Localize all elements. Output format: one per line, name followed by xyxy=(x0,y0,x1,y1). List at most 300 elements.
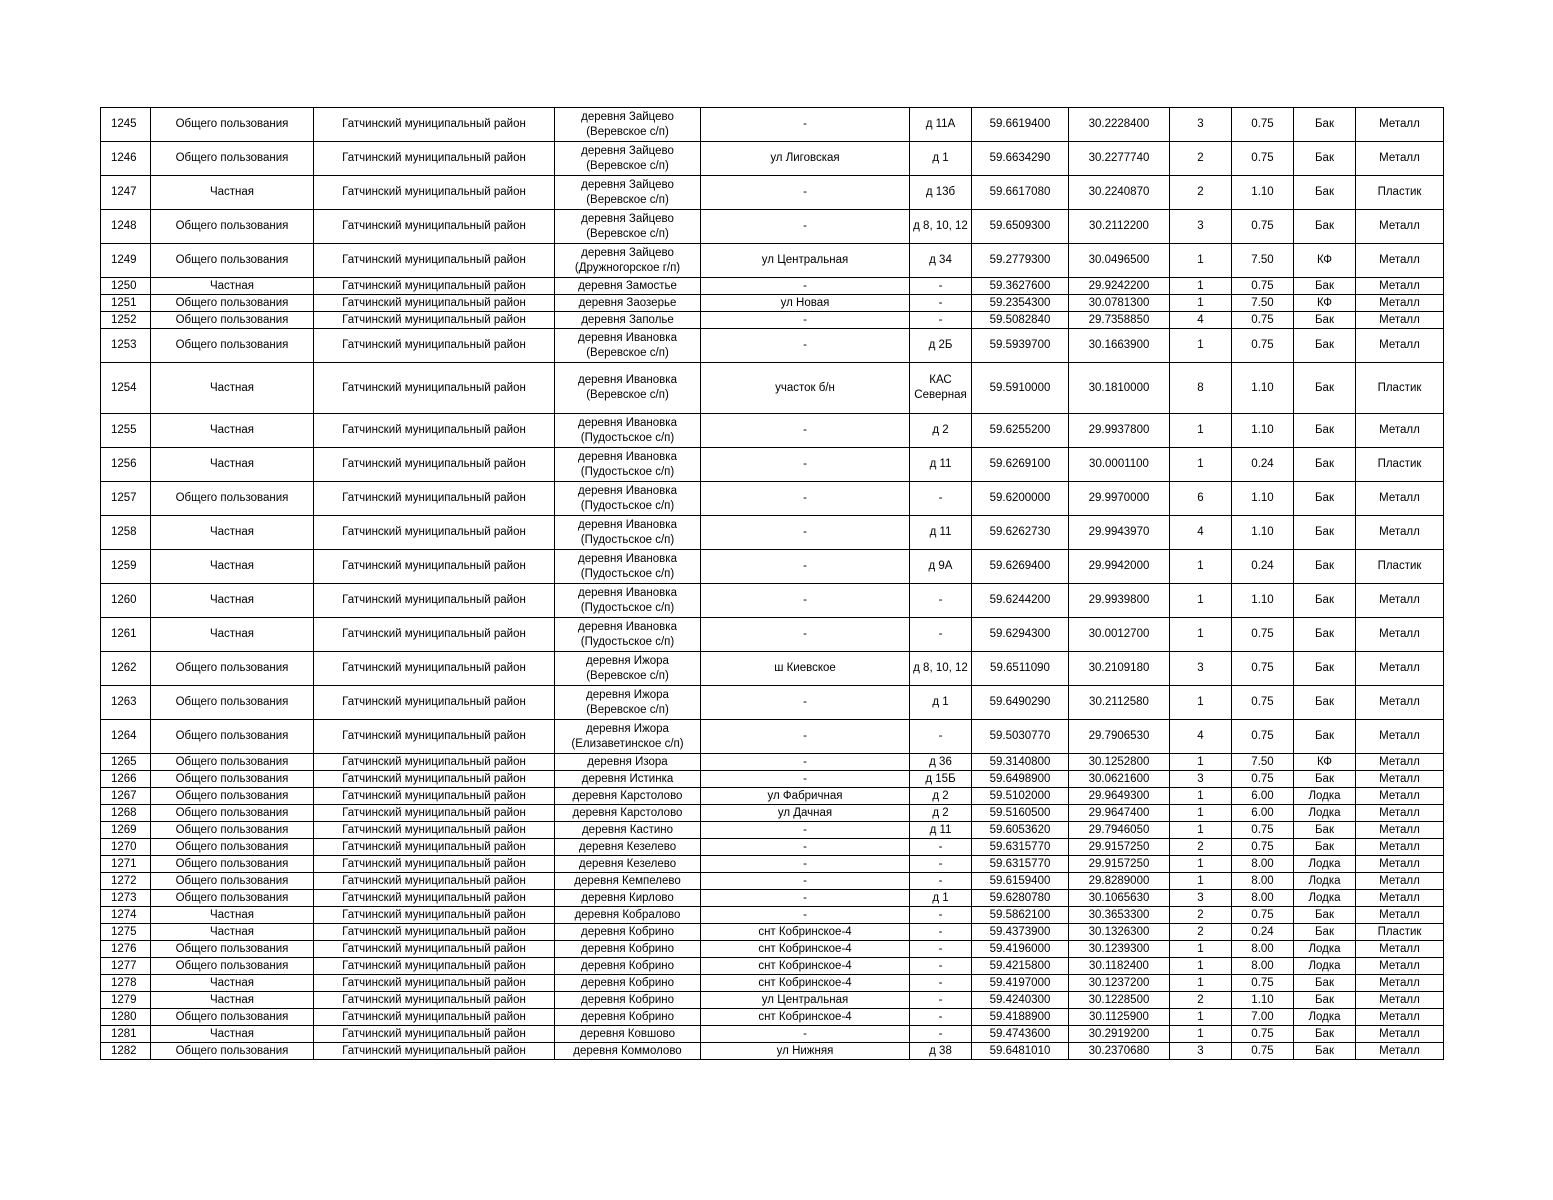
cell-district: Гатчинский муниципальный район xyxy=(314,941,555,958)
cell-district: Гатчинский муниципальный район xyxy=(314,295,555,312)
cell-house: - xyxy=(910,873,972,890)
cell-settlement: деревня Заполье xyxy=(555,312,701,329)
cell-longitude: 29.7906530 xyxy=(1069,720,1170,754)
cell-ownership: Частная xyxy=(151,924,314,941)
table-row xyxy=(101,210,1444,244)
cell-house: д 11А xyxy=(910,108,972,142)
cell-latitude: 59.6280780 xyxy=(972,890,1069,907)
cell-district: Гатчинский муниципальный район xyxy=(314,244,555,278)
cell-count: 1 xyxy=(1170,584,1232,618)
cell-longitude: 29.9157250 xyxy=(1069,856,1170,873)
cell-street: - xyxy=(701,771,910,788)
cell-volume: 1.10 xyxy=(1232,414,1294,448)
cell-id: 1270 xyxy=(101,839,151,856)
cell-count: 1 xyxy=(1170,244,1232,278)
cell-street: - xyxy=(701,618,910,652)
cell-container-type: Бак xyxy=(1294,720,1356,754)
table-row xyxy=(101,142,1444,176)
cell-longitude: 30.1125900 xyxy=(1069,1009,1170,1026)
cell-volume: 7.50 xyxy=(1232,754,1294,771)
cell-longitude: 29.9970000 xyxy=(1069,482,1170,516)
table-row xyxy=(101,516,1444,550)
cell-count: 1 xyxy=(1170,754,1232,771)
cell-id: 1259 xyxy=(101,550,151,584)
cell-ownership: Общего пользования xyxy=(151,839,314,856)
cell-volume: 0.75 xyxy=(1232,1026,1294,1043)
table-row xyxy=(101,890,1444,907)
cell-longitude: 30.2228400 xyxy=(1069,108,1170,142)
cell-ownership: Общего пользования xyxy=(151,482,314,516)
cell-street: снт Кобринское-4 xyxy=(701,975,910,992)
cell-street: снт Кобринское-4 xyxy=(701,1009,910,1026)
cell-longitude: 29.9157250 xyxy=(1069,839,1170,856)
cell-settlement: деревня Ивановка (Пудостьское с/п) xyxy=(555,516,701,550)
cell-count: 1 xyxy=(1170,414,1232,448)
cell-district: Гатчинский муниципальный район xyxy=(314,142,555,176)
cell-longitude: 30.0621600 xyxy=(1069,771,1170,788)
cell-house: - xyxy=(910,312,972,329)
cell-container-type: Бак xyxy=(1294,584,1356,618)
cell-count: 1 xyxy=(1170,975,1232,992)
cell-container-type: Бак xyxy=(1294,550,1356,584)
cell-count: 4 xyxy=(1170,516,1232,550)
cell-ownership: Частная xyxy=(151,278,314,295)
cell-container-type: Бак xyxy=(1294,686,1356,720)
cell-latitude: 59.5102000 xyxy=(972,788,1069,805)
cell-street: - xyxy=(701,176,910,210)
cell-house: д 1 xyxy=(910,142,972,176)
cell-latitude: 59.3627600 xyxy=(972,278,1069,295)
cell-container-type: Лодка xyxy=(1294,890,1356,907)
cell-longitude: 30.2370680 xyxy=(1069,1043,1170,1060)
cell-district: Гатчинский муниципальный район xyxy=(314,652,555,686)
cell-latitude: 59.5030770 xyxy=(972,720,1069,754)
cell-settlement: деревня Зайцево (Веревское с/п) xyxy=(555,210,701,244)
cell-house: д 9А xyxy=(910,550,972,584)
cell-count: 3 xyxy=(1170,652,1232,686)
cell-id: 1261 xyxy=(101,618,151,652)
table-row xyxy=(101,754,1444,771)
cell-latitude: 59.6262730 xyxy=(972,516,1069,550)
cell-latitude: 59.4215800 xyxy=(972,958,1069,975)
cell-ownership: Общего пользования xyxy=(151,805,314,822)
cell-settlement: деревня Ижора (Веревское с/п) xyxy=(555,652,701,686)
cell-ownership: Общего пользования xyxy=(151,652,314,686)
cell-district: Гатчинский муниципальный район xyxy=(314,482,555,516)
cell-street: - xyxy=(701,720,910,754)
cell-id: 1256 xyxy=(101,448,151,482)
cell-street: - xyxy=(701,312,910,329)
cell-district: Гатчинский муниципальный район xyxy=(314,788,555,805)
cell-district: Гатчинский муниципальный район xyxy=(314,312,555,329)
cell-longitude: 30.0496500 xyxy=(1069,244,1170,278)
cell-ownership: Общего пользования xyxy=(151,686,314,720)
cell-volume: 0.75 xyxy=(1232,720,1294,754)
cell-material: Металл xyxy=(1356,754,1444,771)
cell-count: 1 xyxy=(1170,550,1232,584)
cell-container-type: Лодка xyxy=(1294,941,1356,958)
cell-count: 4 xyxy=(1170,720,1232,754)
cell-house: д 8, 10, 12 xyxy=(910,210,972,244)
cell-latitude: 59.6200000 xyxy=(972,482,1069,516)
cell-count: 3 xyxy=(1170,890,1232,907)
cell-house: д 38 xyxy=(910,1043,972,1060)
cell-count: 3 xyxy=(1170,210,1232,244)
cell-street: ш Киевское xyxy=(701,652,910,686)
cell-longitude: 30.2240870 xyxy=(1069,176,1170,210)
cell-house: - xyxy=(910,839,972,856)
cell-id: 1258 xyxy=(101,516,151,550)
cell-longitude: 30.1326300 xyxy=(1069,924,1170,941)
cell-id: 1263 xyxy=(101,686,151,720)
cell-count: 1 xyxy=(1170,448,1232,482)
cell-longitude: 30.1252800 xyxy=(1069,754,1170,771)
cell-material: Металл xyxy=(1356,805,1444,822)
cell-longitude: 30.1182400 xyxy=(1069,958,1170,975)
cell-settlement: деревня Кирлово xyxy=(555,890,701,907)
cell-district: Гатчинский муниципальный район xyxy=(314,873,555,890)
cell-container-type: Бак xyxy=(1294,482,1356,516)
cell-volume: 0.75 xyxy=(1232,108,1294,142)
cell-count: 1 xyxy=(1170,278,1232,295)
cell-settlement: деревня Коммолово xyxy=(555,1043,701,1060)
cell-volume: 1.10 xyxy=(1232,992,1294,1009)
cell-house: - xyxy=(910,295,972,312)
cell-count: 1 xyxy=(1170,686,1232,720)
cell-container-type: Лодка xyxy=(1294,958,1356,975)
cell-id: 1268 xyxy=(101,805,151,822)
cell-settlement: деревня Ивановка (Пудостьское с/п) xyxy=(555,482,701,516)
cell-material: Металл xyxy=(1356,771,1444,788)
cell-settlement: деревня Замостье xyxy=(555,278,701,295)
table-row xyxy=(101,856,1444,873)
cell-count: 1 xyxy=(1170,958,1232,975)
cell-material: Металл xyxy=(1356,975,1444,992)
cell-street: - xyxy=(701,108,910,142)
cell-settlement: деревня Кобрино xyxy=(555,992,701,1009)
cell-district: Гатчинский муниципальный район xyxy=(314,992,555,1009)
table-row xyxy=(101,550,1444,584)
table-row xyxy=(101,448,1444,482)
cell-longitude: 30.1239300 xyxy=(1069,941,1170,958)
cell-longitude: 30.1065630 xyxy=(1069,890,1170,907)
cell-settlement: деревня Заозерье xyxy=(555,295,701,312)
data-table xyxy=(100,107,1444,1060)
table-row xyxy=(101,1009,1444,1026)
table-body xyxy=(101,108,1444,1060)
cell-container-type: Бак xyxy=(1294,822,1356,839)
cell-material: Металл xyxy=(1356,295,1444,312)
cell-volume: 0.75 xyxy=(1232,312,1294,329)
table-row xyxy=(101,414,1444,448)
cell-id: 1245 xyxy=(101,108,151,142)
cell-volume: 0.75 xyxy=(1232,686,1294,720)
cell-material: Металл xyxy=(1356,720,1444,754)
cell-ownership: Общего пользования xyxy=(151,856,314,873)
cell-district: Гатчинский муниципальный район xyxy=(314,363,555,414)
cell-count: 8 xyxy=(1170,363,1232,414)
cell-volume: 8.00 xyxy=(1232,873,1294,890)
cell-house: - xyxy=(910,720,972,754)
cell-street: ул Дачная xyxy=(701,805,910,822)
cell-district: Гатчинский муниципальный район xyxy=(314,108,555,142)
cell-volume: 7.00 xyxy=(1232,1009,1294,1026)
table-row xyxy=(101,584,1444,618)
cell-volume: 0.24 xyxy=(1232,924,1294,941)
cell-house: д 11 xyxy=(910,516,972,550)
cell-settlement: деревня Ивановка (Веревское с/п) xyxy=(555,329,701,363)
cell-material: Металл xyxy=(1356,958,1444,975)
cell-ownership: Частная xyxy=(151,584,314,618)
cell-longitude: 30.2919200 xyxy=(1069,1026,1170,1043)
table-row xyxy=(101,1026,1444,1043)
cell-latitude: 59.6315770 xyxy=(972,856,1069,873)
cell-material: Металл xyxy=(1356,244,1444,278)
cell-settlement: деревня Ковшово xyxy=(555,1026,701,1043)
cell-district: Гатчинский муниципальный район xyxy=(314,890,555,907)
cell-count: 1 xyxy=(1170,856,1232,873)
cell-container-type: Бак xyxy=(1294,907,1356,924)
cell-settlement: деревня Изора xyxy=(555,754,701,771)
cell-material: Пластик xyxy=(1356,924,1444,941)
cell-ownership: Частная xyxy=(151,516,314,550)
cell-house: д 36 xyxy=(910,754,972,771)
cell-settlement: деревня Кастино xyxy=(555,822,701,839)
cell-volume: 1.10 xyxy=(1232,482,1294,516)
cell-volume: 1.10 xyxy=(1232,584,1294,618)
cell-ownership: Общего пользования xyxy=(151,720,314,754)
cell-latitude: 59.4240300 xyxy=(972,992,1069,1009)
cell-material: Металл xyxy=(1356,1026,1444,1043)
cell-house: - xyxy=(910,618,972,652)
cell-settlement: деревня Зайцево (Дружногорское г/п) xyxy=(555,244,701,278)
cell-material: Металл xyxy=(1356,584,1444,618)
cell-street: - xyxy=(701,448,910,482)
cell-house: д 2 xyxy=(910,788,972,805)
cell-latitude: 59.5082840 xyxy=(972,312,1069,329)
cell-longitude: 29.9939800 xyxy=(1069,584,1170,618)
cell-latitude: 59.4197000 xyxy=(972,975,1069,992)
cell-street: - xyxy=(701,210,910,244)
cell-id: 1262 xyxy=(101,652,151,686)
cell-material: Металл xyxy=(1356,941,1444,958)
cell-material: Металл xyxy=(1356,822,1444,839)
cell-container-type: Бак xyxy=(1294,924,1356,941)
cell-material: Пластик xyxy=(1356,176,1444,210)
cell-ownership: Общего пользования xyxy=(151,788,314,805)
cell-ownership: Общего пользования xyxy=(151,822,314,839)
cell-count: 1 xyxy=(1170,1026,1232,1043)
cell-id: 1274 xyxy=(101,907,151,924)
cell-volume: 0.75 xyxy=(1232,822,1294,839)
cell-latitude: 59.6159400 xyxy=(972,873,1069,890)
cell-house: - xyxy=(910,975,972,992)
cell-settlement: деревня Кезелево xyxy=(555,839,701,856)
cell-id: 1277 xyxy=(101,958,151,975)
cell-container-type: КФ xyxy=(1294,754,1356,771)
cell-volume: 0.75 xyxy=(1232,278,1294,295)
cell-settlement: деревня Ивановка (Пудостьское с/п) xyxy=(555,584,701,618)
cell-volume: 0.75 xyxy=(1232,907,1294,924)
cell-settlement: деревня Кобрино xyxy=(555,958,701,975)
cell-id: 1267 xyxy=(101,788,151,805)
cell-settlement: деревня Кезелево xyxy=(555,856,701,873)
cell-container-type: Бак xyxy=(1294,108,1356,142)
cell-longitude: 29.9942000 xyxy=(1069,550,1170,584)
table-row xyxy=(101,958,1444,975)
cell-volume: 0.75 xyxy=(1232,652,1294,686)
cell-material: Пластик xyxy=(1356,448,1444,482)
cell-volume: 0.75 xyxy=(1232,1043,1294,1060)
cell-id: 1253 xyxy=(101,329,151,363)
cell-container-type: Бак xyxy=(1294,1026,1356,1043)
cell-id: 1275 xyxy=(101,924,151,941)
cell-ownership: Общего пользования xyxy=(151,771,314,788)
table-row xyxy=(101,686,1444,720)
cell-id: 1282 xyxy=(101,1043,151,1060)
cell-volume: 1.10 xyxy=(1232,176,1294,210)
cell-latitude: 59.4188900 xyxy=(972,1009,1069,1026)
cell-house: - xyxy=(910,992,972,1009)
cell-house: - xyxy=(910,856,972,873)
cell-latitude: 59.6244200 xyxy=(972,584,1069,618)
cell-settlement: деревня Карстолово xyxy=(555,788,701,805)
cell-id: 1247 xyxy=(101,176,151,210)
cell-house: д 2 xyxy=(910,805,972,822)
cell-container-type: Лодка xyxy=(1294,1009,1356,1026)
cell-district: Гатчинский муниципальный район xyxy=(314,907,555,924)
cell-volume: 0.75 xyxy=(1232,839,1294,856)
cell-ownership: Общего пользования xyxy=(151,1043,314,1060)
cell-material: Металл xyxy=(1356,312,1444,329)
cell-material: Металл xyxy=(1356,652,1444,686)
cell-house: - xyxy=(910,278,972,295)
cell-ownership: Общего пользования xyxy=(151,890,314,907)
table-row xyxy=(101,176,1444,210)
cell-container-type: Бак xyxy=(1294,839,1356,856)
table-row xyxy=(101,652,1444,686)
cell-id: 1280 xyxy=(101,1009,151,1026)
cell-settlement: деревня Ижора (Елизаветинское с/п) xyxy=(555,720,701,754)
cell-count: 3 xyxy=(1170,771,1232,788)
cell-ownership: Общего пользования xyxy=(151,1009,314,1026)
cell-material: Металл xyxy=(1356,1009,1444,1026)
cell-district: Гатчинский муниципальный район xyxy=(314,805,555,822)
cell-longitude: 30.3653300 xyxy=(1069,907,1170,924)
cell-material: Металл xyxy=(1356,618,1444,652)
cell-street: ул Фабричная xyxy=(701,788,910,805)
cell-count: 2 xyxy=(1170,907,1232,924)
cell-id: 1251 xyxy=(101,295,151,312)
cell-district: Гатчинский муниципальный район xyxy=(314,839,555,856)
table-row xyxy=(101,839,1444,856)
cell-street: - xyxy=(701,873,910,890)
cell-latitude: 59.6490290 xyxy=(972,686,1069,720)
cell-district: Гатчинский муниципальный район xyxy=(314,720,555,754)
cell-latitude: 59.5939700 xyxy=(972,329,1069,363)
cell-volume: 6.00 xyxy=(1232,788,1294,805)
cell-house: д 2Б xyxy=(910,329,972,363)
cell-street: снт Кобринское-4 xyxy=(701,924,910,941)
cell-container-type: Лодка xyxy=(1294,788,1356,805)
cell-ownership: Частная xyxy=(151,975,314,992)
cell-count: 1 xyxy=(1170,295,1232,312)
cell-material: Металл xyxy=(1356,788,1444,805)
cell-ownership: Частная xyxy=(151,1026,314,1043)
cell-material: Пластик xyxy=(1356,363,1444,414)
cell-container-type: Бак xyxy=(1294,771,1356,788)
cell-district: Гатчинский муниципальный район xyxy=(314,924,555,941)
cell-district: Гатчинский муниципальный район xyxy=(314,618,555,652)
cell-settlement: деревня Ивановка (Веревское с/п) xyxy=(555,363,701,414)
cell-id: 1264 xyxy=(101,720,151,754)
cell-latitude: 59.6269100 xyxy=(972,448,1069,482)
cell-longitude: 30.2109180 xyxy=(1069,652,1170,686)
cell-district: Гатчинский муниципальный район xyxy=(314,1043,555,1060)
cell-settlement: деревня Ивановка (Пудостьское с/п) xyxy=(555,448,701,482)
cell-container-type: Бак xyxy=(1294,278,1356,295)
cell-container-type: Бак xyxy=(1294,992,1356,1009)
cell-latitude: 59.6511090 xyxy=(972,652,1069,686)
cell-street: ул Центральная xyxy=(701,244,910,278)
cell-street: - xyxy=(701,754,910,771)
cell-street: ул Лиговская xyxy=(701,142,910,176)
cell-settlement: деревня Ижора (Веревское с/п) xyxy=(555,686,701,720)
table-row xyxy=(101,1043,1444,1060)
cell-district: Гатчинский муниципальный район xyxy=(314,584,555,618)
cell-settlement: деревня Кобралово xyxy=(555,907,701,924)
cell-id: 1281 xyxy=(101,1026,151,1043)
cell-longitude: 30.1228500 xyxy=(1069,992,1170,1009)
cell-id: 1246 xyxy=(101,142,151,176)
cell-ownership: Частная xyxy=(151,176,314,210)
table-row xyxy=(101,618,1444,652)
cell-volume: 0.75 xyxy=(1232,210,1294,244)
cell-volume: 0.75 xyxy=(1232,142,1294,176)
cell-container-type: Лодка xyxy=(1294,856,1356,873)
cell-house: - xyxy=(910,1026,972,1043)
cell-material: Металл xyxy=(1356,873,1444,890)
cell-material: Металл xyxy=(1356,907,1444,924)
cell-count: 1 xyxy=(1170,788,1232,805)
cell-latitude: 59.6617080 xyxy=(972,176,1069,210)
cell-container-type: Бак xyxy=(1294,329,1356,363)
cell-street: - xyxy=(701,550,910,584)
table-row xyxy=(101,312,1444,329)
cell-settlement: деревня Кобрино xyxy=(555,941,701,958)
cell-district: Гатчинский муниципальный район xyxy=(314,448,555,482)
cell-count: 1 xyxy=(1170,941,1232,958)
cell-district: Гатчинский муниципальный район xyxy=(314,329,555,363)
table-row xyxy=(101,720,1444,754)
cell-district: Гатчинский муниципальный район xyxy=(314,754,555,771)
cell-longitude: 29.7946050 xyxy=(1069,822,1170,839)
cell-latitude: 59.4196000 xyxy=(972,941,1069,958)
table-row xyxy=(101,924,1444,941)
cell-material: Металл xyxy=(1356,210,1444,244)
cell-house: - xyxy=(910,482,972,516)
cell-material: Металл xyxy=(1356,329,1444,363)
cell-id: 1272 xyxy=(101,873,151,890)
cell-id: 1249 xyxy=(101,244,151,278)
cell-container-type: Бак xyxy=(1294,142,1356,176)
cell-house: - xyxy=(910,584,972,618)
cell-longitude: 30.1810000 xyxy=(1069,363,1170,414)
cell-house: д 15Б xyxy=(910,771,972,788)
cell-ownership: Общего пользования xyxy=(151,108,314,142)
cell-settlement: деревня Кобрино xyxy=(555,924,701,941)
cell-house: д 13б xyxy=(910,176,972,210)
